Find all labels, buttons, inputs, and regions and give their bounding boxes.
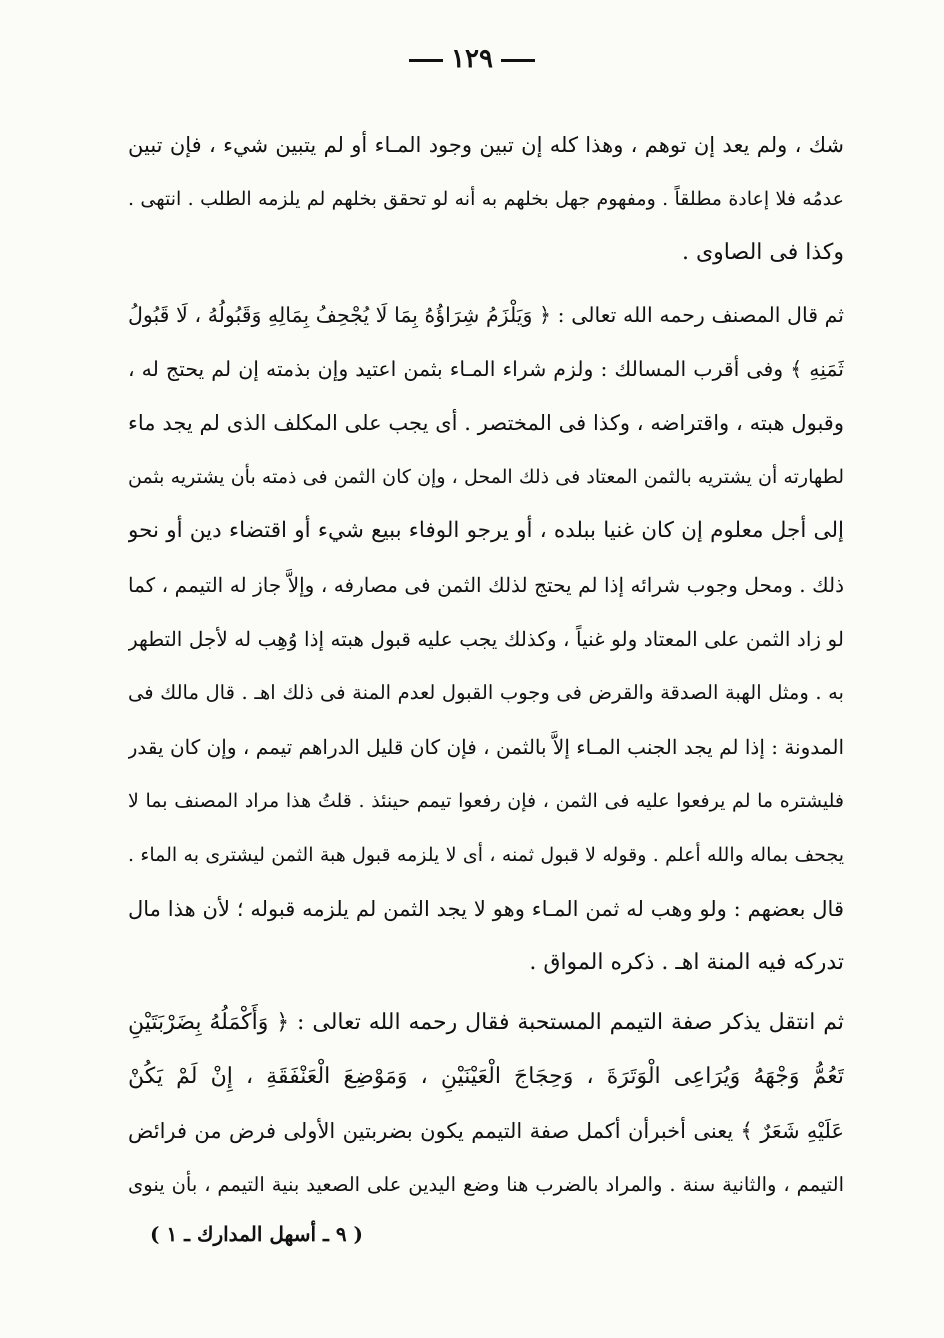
text-line: شك ، ولم يعد إن توهم ، وهذا كله إن تبين وجود المـاء أو لم يتبين شيء ، فإن تبين bbox=[128, 133, 844, 157]
signature-footnote: ( ٩ ـ أسهل المدارك ـ ١ ) bbox=[150, 1222, 363, 1246]
text-line: ثم انتقل يذكر صفة التيمم المستحبة فقال رحمه الله تعالى : ﴿ وَأَكْمَلُهُ بِضَرْبَتَيْنِ bbox=[128, 1010, 844, 1035]
paragraph-2 bbox=[128, 288, 844, 990]
text-line: وكذا فى الصاوى . bbox=[681, 240, 844, 265]
text-line: تدركه فيه المنة اهـ . ذكره المواق . bbox=[529, 950, 844, 975]
text-line: ذلك . ومحل وجوب شرائه إذا لم يحتج لذلك الثمن فى مصارفه ، وإلاَّ جاز له التيمم ، كما bbox=[128, 573, 844, 597]
text-line: تَعُمُّ وَجْهَهُ وَيُرَاعِى الْوَتَرَةَ ، وَحِجَاجَ الْعَيْنَيْنِ ، وَمَوْضِعَ الْعَنْفَقَةِ ، إِنْ لَمْ يَكُنْ bbox=[128, 1064, 844, 1089]
paragraph-3 bbox=[128, 996, 844, 1212]
text-line: إلى أجل معلوم إن كان غنيا ببلده ، أو يرجو الوفاء ببيع شيء أو اقتضاء دين أو نحو bbox=[128, 518, 844, 543]
text-line: المدونة : إذا لم يجد الجنب المـاء إلاَّ بالثمن ، فإن كان قليل الدراهم تيمم ، وإن كان يقدر bbox=[128, 735, 844, 759]
text-line: به . ومثل الهبة الصدقة والقرض فى وجوب القبول لعدم المنة فى ذلك اهـ . قال مالك فى bbox=[128, 681, 844, 704]
header-dash-right bbox=[501, 59, 535, 62]
page-number: ١٢٩ bbox=[451, 44, 493, 74]
text-line: لطهارته أن يشتريه بالثمن المعتاد فى ذلك المحل ، وإن كان الثمن فى ذمته بأن يشتريه بثمن bbox=[128, 466, 844, 488]
text-line: فليشتره ما لم يرفعوا عليه فى الثمن ، فإن رفعوا تيمم حينئذ . قلتُ هذا مراد المصنف بما لا bbox=[128, 790, 844, 812]
text-line: وقبول هبته ، واقتراضه ، وكذا فى المختصر . أى يجب على المكلف الذى لم يجد ماء bbox=[128, 411, 844, 435]
text-line: يجحف بماله والله أعلم . وقوله لا قبول ثمنه ، أى لا يلزمه قبول هبة الثمن ليشترى به الماء . bbox=[128, 844, 844, 866]
text-line: قال بعضهم : ولو وهب له ثمن المـاء وهو لا يجد الثمن لم يلزمه قبوله ؛ لأن هذا مال bbox=[128, 897, 844, 921]
header-dash-left bbox=[409, 59, 443, 62]
text-line: لو زاد الثمن على المعتاد ولو غنياً ، وكذلك يجب عليه قبول هبته إذا وُهِب له لأجل التطهر bbox=[128, 627, 844, 651]
paragraph-1 bbox=[128, 118, 844, 280]
page-header bbox=[0, 44, 944, 74]
text-line: التيمم ، والثانية سنة . والمراد بالضرب هنا وضع اليدين على الصعيد بنية التيمم ، بأن ينوى bbox=[128, 1173, 844, 1196]
text-line: ثم قال المصنف رحمه الله تعالى : ﴿ وَيَلْزَمُ شِرَاؤُهُ بِمَا لَا يُجْحِفُ بِمَالِهِ وَقَبُولُهُ ، لَا قَبُولُ bbox=[128, 303, 844, 327]
text-line: عَلَيْهِ شَعَرٌ ﴾ يعنى أخبرأن أكمل صفة التيمم يكون بضربتين الأولى فرض من فرائض bbox=[128, 1119, 844, 1143]
text-line: عدمُه فلا إعادة مطلقاً . ومفهوم جهل بخلهم به أنه لو تحقق بخلهم لم يلزمه الطلب . انتهى . bbox=[128, 188, 844, 210]
text-line: ثَمَنِهِ ﴾ وفى أقرب المسالك : ولزم شراء المـاء بثمن اعتيد وإن بذمته إن لم يحتج له ، bbox=[128, 357, 844, 381]
